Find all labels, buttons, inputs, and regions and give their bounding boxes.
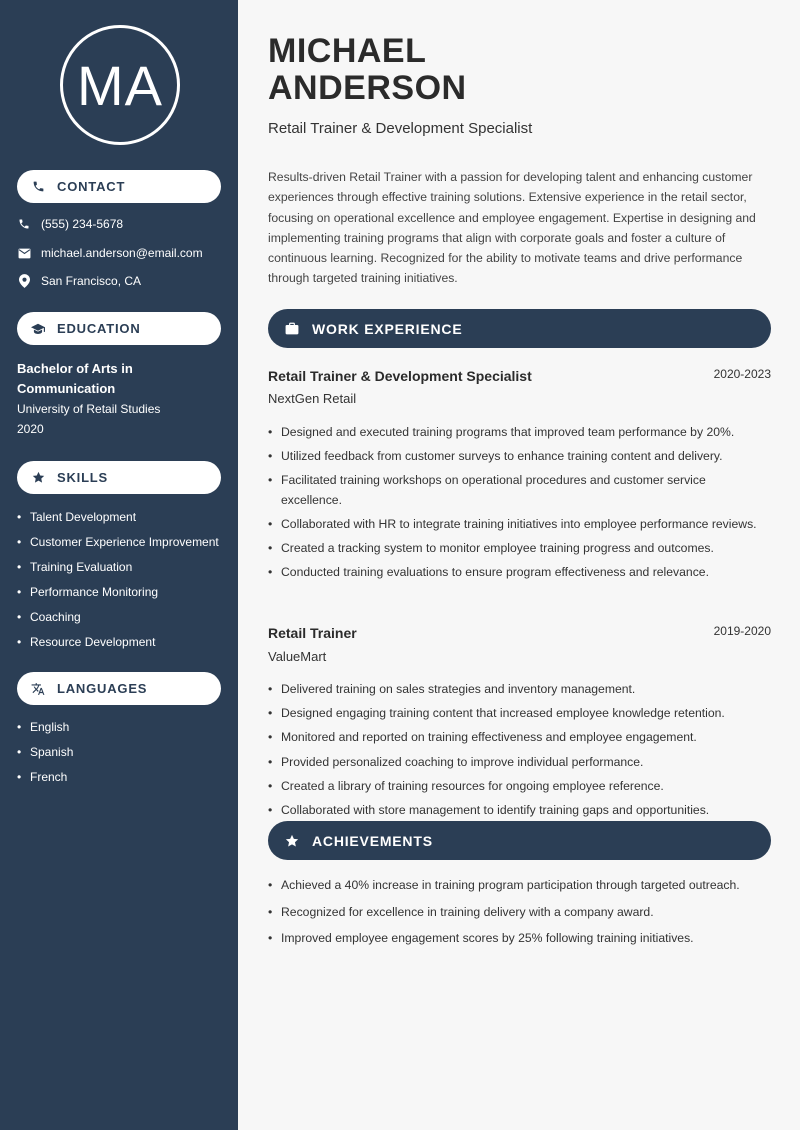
job-1-company: NextGen Retail [268, 391, 357, 406]
skills-list [17, 509, 219, 659]
job-1-dates: 2020-2023 [713, 367, 771, 381]
contact-heading-pill [17, 170, 221, 203]
star-icon [284, 833, 300, 849]
job-2-bullets [268, 680, 768, 825]
skills-heading: SKILLS [57, 470, 109, 485]
star-icon [31, 471, 45, 485]
list-item: • Created a tracking system to monitor employee training progress and outcomes. [268, 541, 714, 556]
achievements-heading-bar [268, 821, 771, 860]
list-item: • Collaborated with HR to integrate training initiatives into employee performance reviews. [268, 517, 757, 532]
languages-list [17, 719, 73, 794]
job-1-bullets [268, 423, 768, 588]
education-year: 2020 [17, 422, 44, 436]
education-degree: Bachelor of Arts in Communication [17, 361, 133, 396]
list-item: • Delivered training on sales strategies and inventory management. [268, 682, 636, 696]
job-title: Retail Trainer & Development Specialist [268, 120, 533, 137]
job-2-role: Retail Trainer [268, 625, 357, 641]
contact-location: San Francisco, CA [41, 274, 142, 288]
list-item: • Monitored and reported on training effectiveness and employee engagement. [268, 730, 697, 745]
list-item: • Designed and executed training programs that improved team performance by 20%. [268, 425, 735, 439]
languages-heading-pill [17, 672, 221, 705]
contact-phone-row [17, 217, 123, 231]
languages-heading: LANGUAGES [57, 681, 148, 696]
list-item: • Spanish [17, 745, 74, 759]
profile-summary: Results-driven Retail Trainer with a passion for developing talent and enhancing customer experiences through effective training solutions. Extensive experience in the retail sector, focusing on operational excellence and employee engagement. Expertise in designing and implementing training programs that align with corporate goals and foster a culture of continuous learning. Recognized for the ability to motivate teams and drive performance through targeted training initiatives. [268, 170, 756, 286]
contact-email-row [17, 246, 203, 260]
achievements-list [268, 876, 768, 956]
job-2-company: ValueMart [268, 649, 327, 664]
list-item: • Talent Development [17, 510, 137, 524]
phone-icon [17, 217, 31, 231]
education-heading: EDUCATION [57, 321, 141, 336]
list-item: • English [17, 720, 70, 734]
monogram-avatar: MA [60, 25, 180, 145]
skills-heading-pill [17, 461, 221, 494]
work-experience-heading-bar [268, 309, 771, 348]
briefcase-icon [284, 321, 300, 337]
list-item: • Provided personalized coaching to improve individual performance. [268, 754, 644, 769]
work-experience-heading: WORK EXPERIENCE [312, 320, 463, 337]
job-2-dates: 2019-2020 [713, 624, 771, 638]
list-item: • Improved employee engagement scores by 25% following training initiatives. [268, 931, 694, 945]
name-line-2: ANDERSON [268, 69, 467, 107]
name-line-1: MICHAEL [268, 32, 427, 70]
sidebar [0, 0, 238, 1130]
list-item: • Performance Monitoring [17, 585, 159, 599]
list-item: • Designed engaging training content that increased employee knowledge retention. [268, 706, 725, 721]
education-heading-pill [17, 312, 221, 345]
translate-icon [31, 682, 45, 696]
list-item: • Achieved a 40% increase in training program participation through targeted outreach. [268, 878, 740, 892]
contact-phone[interactable]: (555) 234-5678 [41, 217, 124, 231]
list-item: • Coaching [17, 610, 81, 624]
list-item: • Created a library of training resources for ongoing employee reference. [268, 778, 664, 793]
email-icon [17, 246, 31, 260]
list-item: • Facilitated training workshops on operational procedures and customer service excellence. [268, 473, 706, 507]
education-school: University of Retail Studies [17, 402, 161, 416]
achievements-heading: ACHIEVEMENTS [312, 832, 433, 849]
list-item: • Training Evaluation [17, 560, 133, 574]
list-item: • Resource Development [17, 635, 156, 649]
list-item: • Conducted training evaluations to ensure program effectiveness and relevance. [268, 565, 709, 580]
contact-heading: CONTACT [57, 179, 126, 194]
contact-location-row [17, 274, 141, 288]
location-pin-icon [17, 274, 31, 288]
candidate-name [268, 33, 467, 107]
list-item: • Recognized for excellence in training delivery with a company award. [268, 904, 654, 919]
phone-icon [31, 180, 45, 194]
contact-email[interactable]: michael.anderson@email.com [41, 246, 203, 260]
list-item: • Collaborated with store management to identify training gaps and opportunities. [268, 802, 710, 817]
list-item: • Utilized feedback from customer surveys to enhance training content and delivery. [268, 449, 723, 464]
list-item: • Customer Experience Improvement [17, 535, 219, 549]
list-item: • French [17, 770, 68, 784]
job-1-role: Retail Trainer & Development Specialist [268, 368, 532, 384]
graduation-cap-icon [31, 322, 45, 336]
